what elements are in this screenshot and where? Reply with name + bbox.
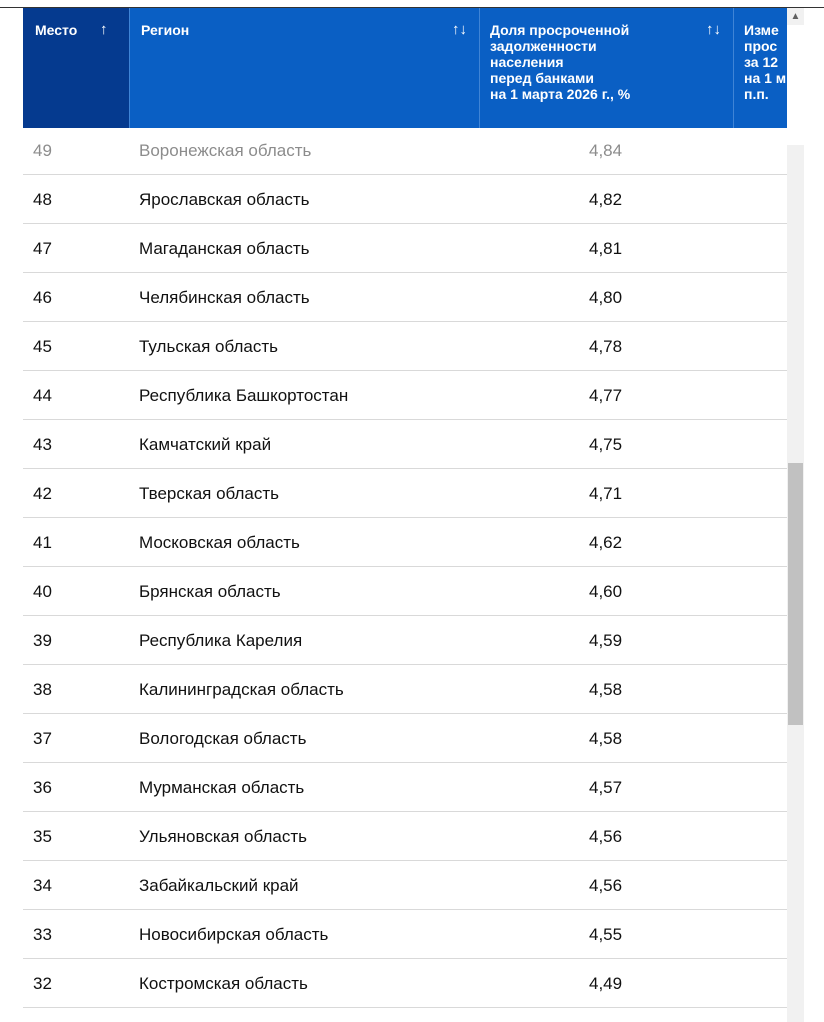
cell-place: 35 <box>33 827 52 846</box>
cell-place: 42 <box>33 484 52 503</box>
table-row <box>23 469 787 518</box>
cell-overdue-share: 4,71 <box>589 484 623 503</box>
header-line: задолженности <box>490 38 597 54</box>
scroll-up-arrow-icon[interactable]: ▲ <box>790 11 801 22</box>
table-header <box>23 8 787 128</box>
header-line: населения <box>490 54 564 70</box>
table-row <box>23 128 787 175</box>
cell-overdue-share: 4,58 <box>589 680 623 699</box>
header-line: перед банками <box>490 70 595 86</box>
cell-region: Костромская область <box>139 974 308 993</box>
cell-place: 49 <box>33 141 52 160</box>
cell-place: 34 <box>33 876 52 895</box>
cell-region: Республика Карелия <box>139 631 303 650</box>
table-row <box>23 273 787 322</box>
cell-region: Тверская область <box>139 484 280 503</box>
cell-region: Воронежская область <box>139 141 312 160</box>
cell-place: 48 <box>33 190 52 209</box>
scrollbar-thumb[interactable] <box>788 463 803 725</box>
cell-region: Республика Башкортостан <box>139 386 349 405</box>
cell-region: Ульяновская область <box>139 827 307 846</box>
header-line: на 1 марта 2026 г., % <box>490 86 631 102</box>
cell-region: Новосибирская область <box>139 925 329 944</box>
cell-overdue-share: 4,82 <box>589 190 623 209</box>
table-body <box>23 128 787 1008</box>
cell-place: 43 <box>33 435 52 454</box>
sort-toggle-icon[interactable]: ↑↓ <box>706 21 721 38</box>
cell-place: 40 <box>33 582 52 601</box>
header-line: Доля просроченной <box>490 22 630 38</box>
cell-overdue-share: 4,75 <box>589 435 623 454</box>
column-header-change[interactable] <box>733 8 787 128</box>
cell-region: Камчатский край <box>139 435 272 454</box>
table-row <box>23 665 787 714</box>
column-header-region-label: Регион <box>141 22 190 38</box>
table-row <box>23 175 787 224</box>
table-row <box>23 322 787 371</box>
cell-overdue-share: 4,78 <box>589 337 623 356</box>
table-row <box>23 861 787 910</box>
cell-overdue-share: 4,57 <box>589 778 623 797</box>
cell-place: 39 <box>33 631 52 650</box>
table-row <box>23 959 787 1008</box>
table-row <box>23 910 787 959</box>
cell-place: 45 <box>33 337 52 356</box>
header-line: Изме <box>744 22 779 38</box>
cell-region: Московская область <box>139 533 300 552</box>
table-row <box>23 371 787 420</box>
cell-overdue-share: 4,56 <box>589 827 623 846</box>
cell-region: Мурманская область <box>139 778 305 797</box>
sort-toggle-icon[interactable]: ↑↓ <box>452 21 467 38</box>
table-row <box>23 567 787 616</box>
cell-region: Брянская область <box>139 582 281 601</box>
table-row <box>23 763 787 812</box>
cell-place: 47 <box>33 239 52 258</box>
cell-place: 41 <box>33 533 52 552</box>
table-row <box>23 420 787 469</box>
cell-overdue-share: 4,77 <box>589 386 623 405</box>
scrollbar-track-top <box>787 25 804 145</box>
cell-place: 44 <box>33 386 52 405</box>
header-line: п.п. <box>744 86 769 102</box>
cell-region: Ярославская область <box>139 190 310 209</box>
column-header-region[interactable] <box>129 8 479 128</box>
cell-overdue-share: 4,55 <box>589 925 623 944</box>
table-row <box>23 812 787 861</box>
cell-overdue-share: 4,60 <box>589 582 623 601</box>
cell-overdue-share: 4,58 <box>589 729 623 748</box>
cell-place: 33 <box>33 925 52 944</box>
cell-region: Вологодская область <box>139 729 307 748</box>
cell-overdue-share: 4,81 <box>589 239 623 258</box>
table-row <box>23 224 787 273</box>
header-line: прос <box>744 38 778 54</box>
cell-place: 36 <box>33 778 52 797</box>
cell-place: 46 <box>33 288 52 307</box>
cell-place: 38 <box>33 680 52 699</box>
cell-overdue-share: 4,62 <box>589 533 623 552</box>
cell-place: 32 <box>33 974 52 993</box>
cell-overdue-share: 4,59 <box>589 631 623 650</box>
cell-region: Калининградская область <box>139 680 344 699</box>
cell-region: Челябинская область <box>139 288 310 307</box>
cell-region: Забайкальский край <box>139 876 299 895</box>
column-header-place[interactable] <box>23 8 129 128</box>
table-row <box>23 714 787 763</box>
cell-place: 37 <box>33 729 52 748</box>
vertical-scrollbar[interactable] <box>787 8 804 1022</box>
column-header-overdue-share[interactable] <box>479 8 733 128</box>
cell-overdue-share: 4,84 <box>589 141 623 160</box>
column-header-place-label: Место <box>35 22 78 38</box>
sort-ascending-icon[interactable]: ↑ <box>100 21 108 38</box>
regions-table <box>23 8 787 1022</box>
cell-overdue-share: 4,56 <box>589 876 623 895</box>
header-line: за 12 <box>744 54 779 70</box>
table-row <box>23 616 787 665</box>
cell-overdue-share: 4,80 <box>589 288 623 307</box>
header-line: на 1 м <box>744 70 787 86</box>
cell-overdue-share: 4,49 <box>589 974 623 993</box>
cell-region: Магаданская область <box>139 239 310 258</box>
cell-region: Тульская область <box>139 337 278 356</box>
table-row <box>23 518 787 567</box>
